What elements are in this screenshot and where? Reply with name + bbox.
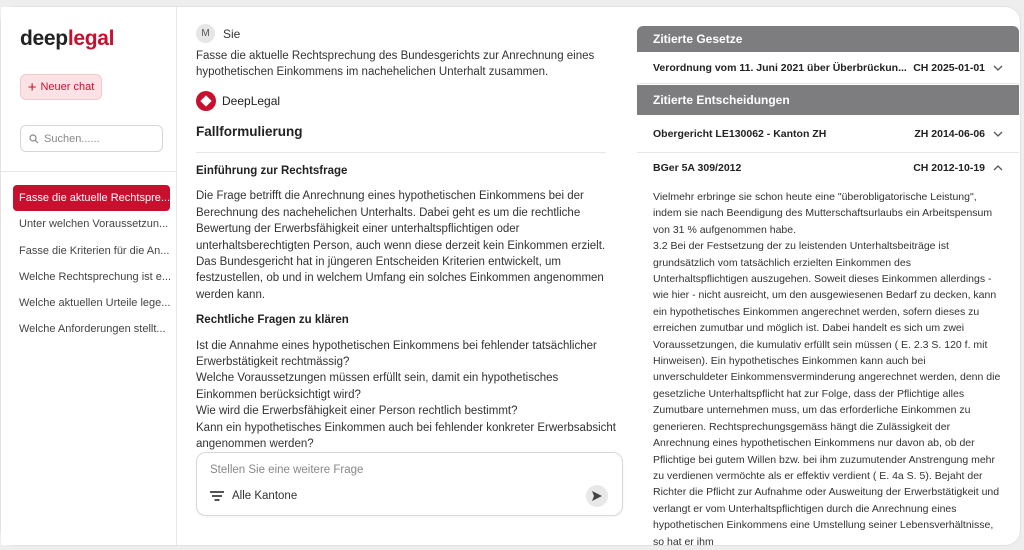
bot-name: DeepLegal [222,94,281,108]
followup-input-box[interactable] [196,452,623,516]
decision-item-expanded[interactable] [637,153,1019,183]
history-item[interactable]: Welche Anforderungen stellt... [19,323,166,336]
search-input[interactable] [44,133,144,145]
law-item[interactable] [637,52,1019,84]
laws-heading: Zitierte Gesetze [637,26,1019,52]
decision-date: ZH 2014-06-06 [914,127,985,140]
questions-heading: Rechtliche Fragen zu klären [196,314,349,327]
answer-title: Fallformulierung [196,124,303,139]
chevron-down-icon[interactable] [993,129,1003,139]
law-date: CH 2025-01-01 [913,61,985,74]
decision-excerpt-text: Vielmehr erbringe sie schon heute eine "überobligatorische Leistung", indem sie nach Beendigung des Mutterschaftsurlaubs ein Arbeitspensum von 31 % aufgenommen habe. 3.2 Bei der Festsetzung der zu leistenden Unterhaltsbeiträge ist grundsätzlich vom tatsächlich erzielten Einkommen des Unterhaltspflichtigen auszugehen. Soweit dieses Einkommen allerdings - wie hier - nicht ausreicht, um den ausgewiesenen Bedarf zu decken, kann ein hypothetisches Einkommen angerechnet werden, sofern dieses zu erreichen zumutbar und möglich ist. Dabei handelt es sich um zwei Voraussetzungen, die kumulativ erfüllt sein müssen ( E. 2.3 S. 120 f. mit Hinweisen). Ein hypothetisches Einkommen kann auch bei unverschuldeter Einkommensverminderung angerechnet werden, denn die gesetzliche Unterhaltspflicht hat zur Folge, dass der Pflichtige alles Zumutbare unternehmen muss, um das erforderliche Einkommen zu generieren. Rechtsprechungsgemäss hängt die Zulässigkeit der Anrechnung eines hypothetischen Einkommens nur davon ab, ob der Pflichtige bei gutem Willen bzw. bei ihm zuzumutender Anstrengung mehr zu verdienen vermöchte als er effektiv verdient ( E. 4a S. 5). Bejaht der Richter die Pflicht zur Aufnahme oder Ausweitung der Erwerbstätigkeit und verlangt er vom Unterhaltspflichtigen durch die Anrechnung eines hypothetischen Einkommens eine Umstellung seiner Lebensverhältnisse, so hat er ihm [653,191,1001,548]
new-chat-button[interactable] [20,74,102,100]
history-item[interactable]: Unter welchen Voraussetzun... [19,218,169,231]
send-icon [591,490,603,502]
sidebar [1,7,177,545]
search-box[interactable] [20,125,163,152]
app-window [0,6,1021,546]
filter-icon [210,491,224,501]
search-icon [29,134,39,144]
chevron-down-icon[interactable] [993,63,1003,73]
legal-question: Kann ein hypothetisches Einkommen auch bei fehlender konkreter Erwerbsabsicht angenommen werden? [196,421,616,451]
sidebar-divider [1,171,177,172]
history-item[interactable]: Fasse die Kriterien für die An... [19,244,170,257]
intro-text: Die Frage betrifft die Anrechnung eines hypothetischen Einkommens bei der Berechnung des nachehelichen Unterhalts. Dabei geht es um die rechtliche Bewertung der Erwerbsfähigkeit einer unterhaltspflichtigen oder unterhaltsberechtigten Person, auch wenn diese derzeit kein Einkommen erzielt. Das Bundesgericht hat in jüngeren Entscheiden Kriterien entwickelt, um festzustellen, ob und in welchem Umfang ein solches Einkommen angenommen werden kann. [196,190,606,301]
canton-filter[interactable] [210,490,297,502]
new-chat-label: Neuer chat [40,81,95,93]
chat-area [178,7,633,545]
history-item-active[interactable]: Fasse die aktuelle Rechtspre... [13,185,170,211]
followup-input[interactable]: Stellen Sie eine weitere Frage [210,464,364,476]
chevron-up-icon[interactable] [993,163,1003,173]
history-item[interactable]: Welche aktuellen Urteile lege... [19,297,171,310]
law-title: Verordnung vom 11. Juni 2021 über Überbrückun... [653,61,907,74]
decision-item[interactable] [637,115,1019,153]
answer-body [196,163,616,453]
decision-title: BGer 5A 309/2012 [653,162,742,174]
plus-icon: + [27,78,37,96]
user-question: Fasse die aktuelle Rechtsprechung des Bundesgerichts zur Anrechnung eines hypothetischen Einkommens im nachehelichen Unterhalt zusammen. [196,50,595,78]
decision-excerpt [637,183,1019,550]
logo: deeplegal [20,27,115,50]
citations-panel [637,26,1019,546]
legal-question: Ist die Annahme eines hypothetischen Einkommens bei fehlender tatsächlicher Erwerbstätigkeit rechtmässig? [196,339,597,369]
canton-filter-label: Alle Kantone [232,490,298,502]
chat-history-list [13,185,170,343]
decision-title: Obergericht LE130062 - Kanton ZH [653,127,827,140]
deeplegal-logo-icon [196,91,216,111]
legal-question: Welche Voraussetzungen müssen erfüllt sein, damit ein hypothetisches Einkommen berücksichtigt wird? [196,372,559,401]
history-item[interactable]: Welche Rechtsprechung ist e... [19,270,172,283]
send-button[interactable] [586,485,608,507]
answer-divider [196,152,606,153]
bot-message-header [196,91,280,111]
avatar: M [196,24,215,43]
legal-question: Wie wird die Erwerbsfähigkeit einer Person rechtlich bestimmt? [196,405,518,418]
intro-heading: Einführung zur Rechtsfrage [196,165,348,177]
user-message-header [196,24,240,43]
decision-date: CH 2012-10-19 [913,162,985,174]
decisions-heading: Zitierte Entscheidungen [637,85,1019,115]
user-name: Sie [223,26,241,41]
